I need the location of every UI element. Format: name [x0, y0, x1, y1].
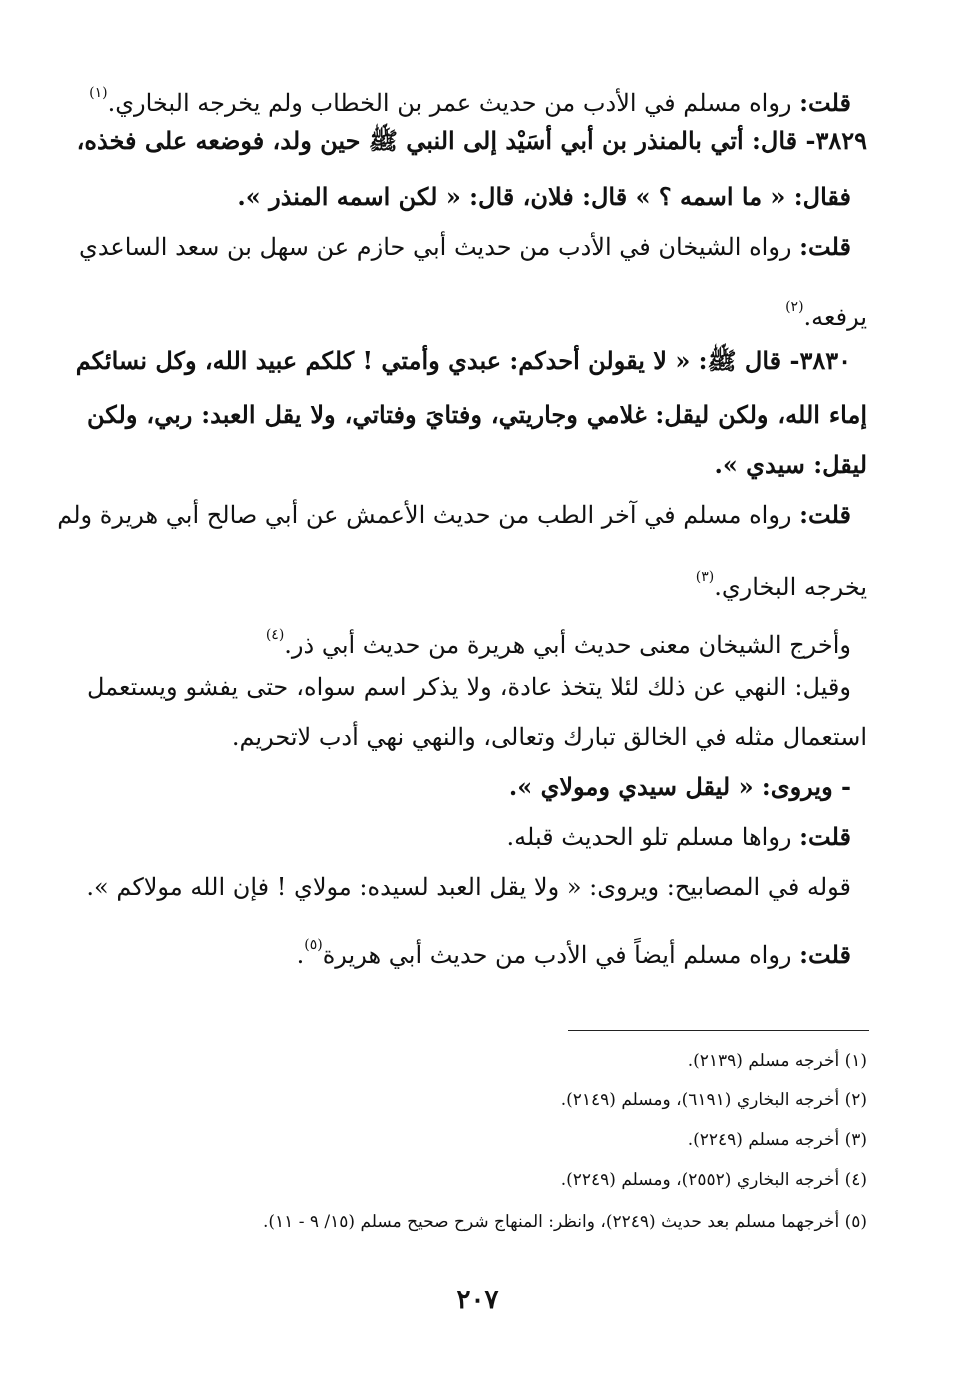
qult-lead: قلت:: [799, 88, 851, 117]
paragraph-line-9: [57, 498, 867, 532]
paragraph-line-10: [87, 560, 867, 604]
hadith-3830-line-1: ٣٨٣٠- قال ﷺ: « لا يقولن أحدكم: عبدي وأمتي ! كلكم عبيد الله، وكل نسائكم: [75, 346, 851, 375]
hadith-3829-line-2: فقال: « ما اسمه ؟ » قال: فلان، قال: « لكن اسمه المنذر ».: [237, 182, 851, 211]
paragraph-line-4: [79, 230, 867, 264]
line-text: يرفعه.: [803, 303, 867, 331]
line-text: رواها مسلم تلو الحديث قبله.: [506, 823, 792, 851]
paragraph-line-16: قوله في المصابيح: ويروى: « ولا يقل العبد لسيده: مولاي ! فإن الله مولاكم ».: [86, 873, 851, 901]
paragraph-line-13: استعمال مثله في الخالق تبارك وتعالى، والنهي نهي أدب لاتحريم.: [231, 723, 867, 751]
footnote-4: (٤) أخرجه البخاري (٢٥٥٢)، ومسلم (٢٢٤٩).: [560, 1170, 867, 1190]
paragraph-line-17: [87, 928, 867, 972]
footnote-ref-4[interactable]: (٤): [265, 627, 285, 643]
footnote-2: (٢) أخرجه البخاري (٦١٩١)، ومسلم (٢١٤٩).: [560, 1090, 867, 1110]
qult-lead: قلت:: [799, 822, 851, 851]
line-text: رواه الشيخان في الأدب من حديث أبي حازم عن سهل بن سعد الساعدي: [79, 233, 792, 261]
line-end-dot: .: [296, 941, 305, 969]
paragraph-line-15: [87, 820, 867, 854]
line-text: رواه مسلم أيضاً في الأدب من حديث أبي هريرة: [322, 941, 792, 969]
variant-line: - ويروى: « ليقل سيدي ومولاي ».: [508, 772, 851, 801]
qult-lead: قلت:: [799, 500, 851, 529]
line-text: وأخرج الشيخان معنى حديث أبي هريرة من حديث أبي ذر.: [284, 631, 851, 659]
paragraph-line-5: [87, 290, 867, 334]
hadith-3830-line-3: ليقل: سيدي ».: [714, 450, 867, 479]
paragraph-line-11: [87, 618, 867, 662]
line-text: رواه مسلم في الأدب من حديث عمر بن الخطاب ولم يخرجه البخاري.: [107, 89, 792, 117]
footnote-separator: [568, 1030, 869, 1031]
line-text: رواه مسلم في آخر الطب من حديث الأعمش عن أبي صالح أبي هريرة ولم: [57, 501, 792, 529]
qult-lead: قلت:: [799, 232, 851, 261]
footnote-5: (٥) أخرجهما مسلم بعد حديث (٢٢٤٩)، وانظر: المنهاج شرح صحيح مسلم (١٥/ ٩ - ١١).: [263, 1212, 867, 1232]
footnote-ref-2[interactable]: (٢): [785, 299, 804, 315]
line-text: يخرجه البخاري.: [714, 573, 867, 601]
footnote-3: (٣) أخرجه مسلم (٢٢٤٩).: [687, 1130, 867, 1150]
footnote-1: (١) أخرجه مسلم (٢١٣٩).: [687, 1051, 867, 1071]
qult-lead: قلت:: [799, 940, 851, 969]
footnote-ref-3[interactable]: (٣): [695, 569, 715, 585]
footnote-ref-5[interactable]: (٥): [304, 937, 323, 953]
paragraph-line-12: وقيل: النهي عن ذلك لئلا يتخذ عادة، ولا يذكر اسم سواه، حتى يفشو ويستعمل: [87, 673, 851, 701]
hadith-3830-line-2: إماء الله، ولكن ليقل: غلامي وجاريتي، وفتايَ وفتاتي، ولا يقل العبد: ربي، ولكن: [87, 400, 867, 429]
hadith-3829-line-1: ٣٨٢٩- قال: أتي بالمنذر بن أبي أسَيْد إلى النبي ﷺ حين ولد، فوضعه على فخذه،: [76, 126, 867, 155]
page-number: ٢٠٧: [456, 1285, 499, 1315]
footnote-ref-1[interactable]: (١): [89, 85, 108, 101]
paragraph-line-1: [87, 76, 867, 120]
